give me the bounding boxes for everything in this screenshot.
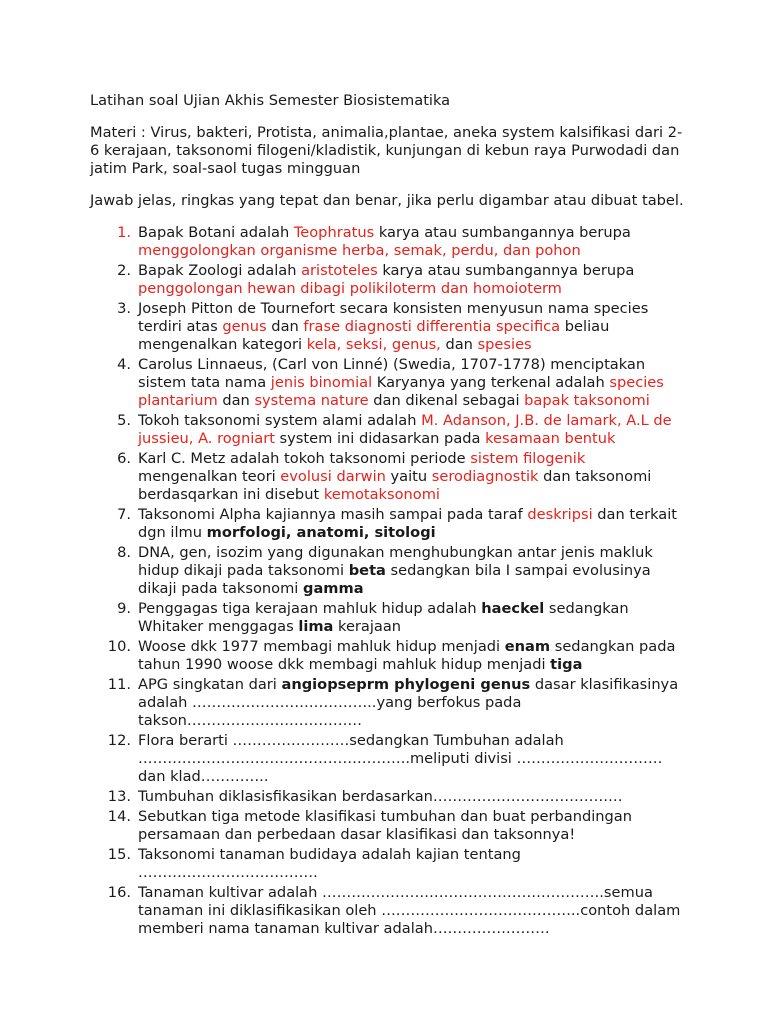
question-item	[90, 808, 688, 846]
question-number: 4.	[117, 356, 131, 373]
question-text	[138, 846, 688, 882]
answer-text: kesamaan bentuk	[485, 430, 616, 447]
question-segment: karya atau sumbangannya berupa	[377, 262, 635, 279]
question-segment: Joseph Pitton de Tournefort secara konsisten menyusun nama species terdiri atas	[138, 300, 649, 335]
answer-text: genus	[222, 318, 267, 335]
answer-bold-text: gamma	[303, 580, 364, 597]
answer-text: sistem filogenik	[470, 450, 586, 467]
question-segment: kerajaan	[333, 618, 402, 635]
question-segment: Tumbuhan diklasisfikasikan berdasarkan…………………………………	[138, 788, 623, 805]
question-segment: karya atau sumbangannya berupa	[374, 224, 631, 241]
question-text	[138, 544, 688, 598]
question-segment: DNA, gen, isozim yang digunakan menghubungkan antar jenis makluk hidup dikaji pada taksonomi	[138, 544, 653, 579]
question-segment: Bapak Zoologi adalah	[138, 262, 302, 279]
question-segment: Karl C. Metz adalah tokoh taksonomi periode	[138, 450, 471, 467]
question-list	[90, 224, 688, 940]
question-text	[138, 224, 688, 260]
question-number: 16.	[107, 884, 131, 901]
question-segment: Tokoh taksonomi system alami adalah	[138, 412, 422, 429]
question-segment: yaitu	[385, 468, 432, 485]
question-segment: Penggagas tiga kerajaan mahluk hidup adalah	[138, 600, 482, 617]
question-text	[138, 300, 688, 354]
question-text	[138, 356, 688, 410]
answer-bold-text: beta	[348, 562, 386, 579]
question-text	[138, 412, 688, 448]
question-number: 14.	[107, 808, 131, 825]
materi-paragraph: Materi : Virus, bakteri, Protista, animalia,plantae, aneka system kalsifikasi dari 2-6 kerajaan, taksonomi filogeni/kladistik, kunjungan di kebun raya Purwodadi dan jatim Park, soal-saol tugas mingguan	[90, 124, 683, 177]
question-number: 13.	[107, 788, 131, 805]
question-segment: Taksonomi tanaman budidaya adalah kajian tentang ……………………………….	[138, 846, 521, 881]
answer-text: serodiagnostik	[431, 468, 539, 485]
question-item	[90, 224, 688, 262]
question-text	[138, 262, 688, 298]
question-segment: dan	[217, 392, 255, 409]
question-number: 10.	[107, 638, 131, 655]
question-number: 3.	[117, 300, 131, 317]
question-item	[90, 788, 688, 808]
question-text	[138, 808, 688, 844]
answer-text: jenis binomial	[270, 374, 373, 391]
answer-text: evolusi darwin	[280, 468, 386, 485]
question-number: 12.	[107, 732, 131, 749]
question-segment: system ini didasarkan pada	[274, 430, 486, 447]
question-item	[90, 300, 688, 356]
question-text	[138, 676, 688, 730]
question-segment: Carolus Linnaeus, (Carl von Linné) (Swedia, 1707-1778) menciptakan sistem tata nama	[138, 356, 646, 391]
question-text	[138, 884, 688, 938]
answer-bold-text: tiga	[550, 656, 583, 673]
question-number: 8.	[117, 544, 131, 561]
question-segment: dan taksonomi berdasqarkan ini disebut	[138, 468, 652, 503]
question-item	[90, 412, 688, 450]
answer-bold-text: enam	[504, 638, 551, 655]
question-item	[90, 450, 688, 506]
question-segment: sedangkan Whitaker menggagas	[138, 600, 629, 635]
answer-bold-text: lima	[298, 618, 334, 635]
question-item	[90, 846, 688, 884]
question-segment: dasar klasifikasinya adalah ………………………………..yang berfokus pada takson………………………………	[138, 676, 679, 729]
answer-text: penggolongan hewan dibagi polikiloterm dan homoioterm	[138, 280, 562, 297]
answer-bold-text: morfologi, anatomi, sitologi	[206, 524, 436, 541]
question-segment: Woose dkk 1977 membagi mahluk hidup menjadi	[138, 638, 505, 655]
question-segment: Karyanya yang terkenal adalah	[372, 374, 610, 391]
question-text	[138, 732, 688, 786]
question-text	[138, 600, 688, 636]
question-segment: Flora berarti ……………………sedangkan Tumbuhan adalah ………………………………………………..meliputi divisi …………………………dan klad…………..	[138, 732, 663, 785]
document-title: Latihan soal Ujian Akhis Semester Biosistematika	[90, 92, 451, 109]
question-item	[90, 638, 688, 676]
question-number: 11.	[107, 676, 131, 693]
answer-text: M. Adanson, J.B. de lamark, A.L de jussieu, A. rogniart	[138, 412, 672, 447]
question-item	[90, 676, 688, 732]
question-item	[90, 544, 688, 600]
answer-bold-text: angiopseprm phylogeni genus	[281, 676, 531, 693]
question-segment: Tanaman kultivar adalah ………………………………………………….semua tanaman ini diklasifikasikan oleh …………………………………..contoh dalam memberi nama tanaman kultivar adalah……………………	[138, 884, 681, 937]
answer-text: spesies	[477, 336, 532, 353]
answer-text: frase diagnosti differentia specifica	[303, 318, 561, 335]
question-segment: dan terkait dgn ilmu	[138, 506, 677, 541]
question-segment: Taksonomi Alpha kajiannya masih sampai pada taraf	[138, 506, 528, 523]
question-item	[90, 262, 688, 300]
question-number: 9.	[117, 600, 131, 617]
answer-text: species plantarium	[138, 374, 664, 409]
question-item	[90, 600, 688, 638]
question-number: 15.	[107, 846, 131, 863]
question-item	[90, 732, 688, 788]
answer-text: systema nature	[254, 392, 369, 409]
question-text	[138, 788, 688, 806]
answer-text: deskripsi	[527, 506, 593, 523]
question-segment: dan dikenal sebagai	[368, 392, 525, 409]
question-segment: Bapak Botani adalah	[138, 224, 294, 241]
question-segment: APG singkatan dari	[138, 676, 282, 693]
question-segment: dan	[266, 318, 304, 335]
question-number: 2.	[117, 262, 131, 279]
question-segment: Sebutkan tiga metode klasifikasi tumbuhan dan buat perbandingan persamaan dan perbedaan dasar klasifikasi dan taksonnya!	[138, 808, 632, 843]
question-text	[138, 638, 688, 674]
answer-text: kela, seksi, genus,	[306, 336, 441, 353]
answer-text: Teophratus	[293, 224, 375, 241]
answer-bold-text: haeckel	[481, 600, 545, 617]
answer-text: kemotaksonomi	[323, 486, 440, 503]
question-text	[138, 450, 688, 504]
question-item	[90, 884, 688, 940]
answer-text: bapak taksonomi	[524, 392, 650, 409]
question-text	[138, 506, 688, 542]
question-item	[90, 506, 688, 544]
question-segment: beliau mengenalkan kategori	[138, 318, 610, 353]
instruction-paragraph: Jawab jelas, ringkas yang tepat dan benar, jika perlu digambar atau dibuat tabel.	[90, 192, 684, 209]
question-segment: mengenalkan teori	[138, 468, 281, 485]
question-item	[90, 356, 688, 412]
question-segment: sedangkan bila I sampai evolusinya dikaji pada taksonomi	[138, 562, 651, 597]
question-segment: dan	[440, 336, 478, 353]
question-number: 6.	[117, 450, 131, 467]
question-number: 5.	[117, 412, 131, 429]
question-number: 1.	[117, 224, 131, 241]
answer-text: aristoteles	[301, 262, 378, 279]
question-number: 7.	[117, 506, 131, 523]
question-segment: sedangkan pada tahun 1990 woose dkk membagi mahluk hidup menjadi	[138, 638, 676, 673]
answer-text: menggolongkan organisme herba, semak, perdu, dan pohon	[138, 242, 581, 259]
